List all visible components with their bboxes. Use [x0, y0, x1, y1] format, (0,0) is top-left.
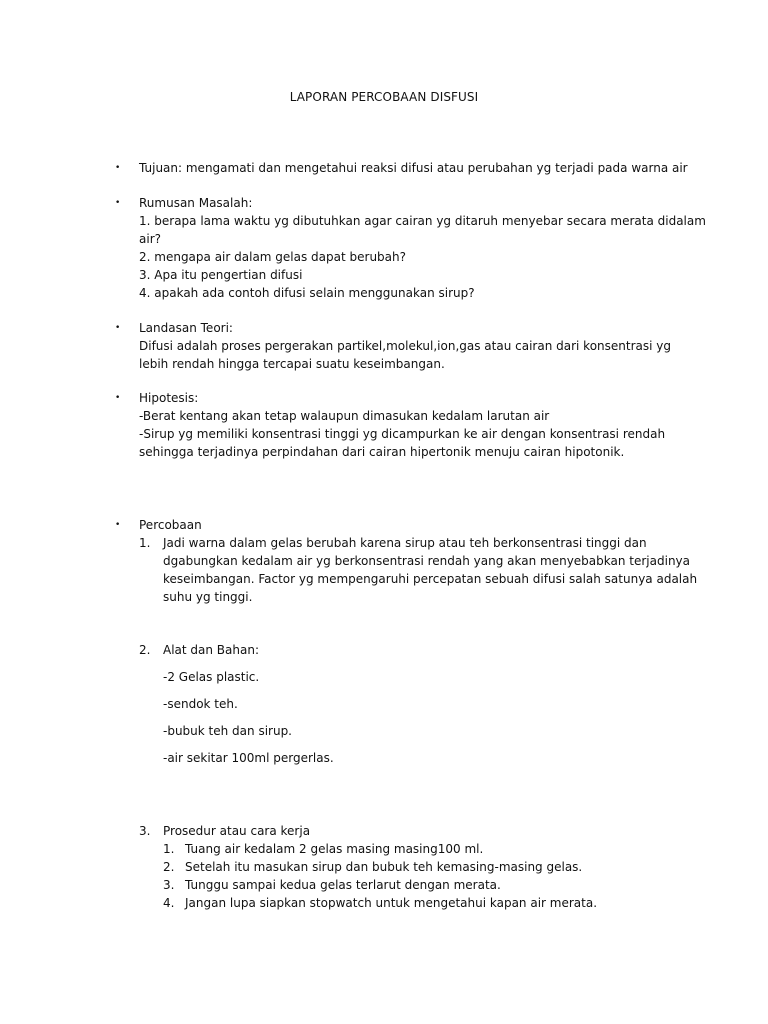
text-line: 3. Apa itu pengertian difusi — [139, 268, 303, 282]
section-heading: Percobaan — [139, 518, 202, 532]
step-number: 3. — [163, 878, 175, 892]
bullet-icon: • — [115, 520, 121, 530]
bullet-icon: • — [115, 393, 121, 403]
section-heading: Prosedur atau cara kerja — [163, 824, 311, 838]
text-line: lebih rendah hingga tercapai suatu keseimbangan. — [139, 357, 445, 371]
step-text: Jangan lupa siapkan stopwatch untuk mengetahui kapan air merata. — [185, 896, 598, 910]
step-text: Tuang air kedalam 2 gelas masing masing100 ml. — [185, 842, 484, 856]
bullet-icon: • — [115, 163, 121, 173]
text-line: -Berat kentang akan tetap walaupun dimasukan kedalam larutan air — [139, 409, 550, 423]
text-line: Jadi warna dalam gelas berubah karena sirup atau teh berkonsentrasi tinggi dan — [163, 536, 647, 550]
material-item: -2 Gelas plastic. — [163, 670, 260, 684]
item-number: 1. — [139, 536, 151, 550]
material-item: -sendok teh. — [163, 697, 238, 711]
text-line: Difusi adalah proses pergerakan partikel,molekul,ion,gas atau cairan dari konsentrasi yg — [139, 339, 671, 353]
step-text: Setelah itu masukan sirup dan bubuk teh kemasing-masing gelas. — [185, 860, 583, 874]
text-line: 4. apakah ada contoh difusi selain menggunakan sirup? — [139, 286, 475, 300]
bullet-icon: • — [115, 323, 121, 333]
material-item: -air sekitar 100ml pergerlas. — [163, 751, 334, 765]
step-text: Tunggu sampai kedua gelas terlarut dengan merata. — [185, 878, 501, 892]
section-heading: Rumusan Masalah: — [139, 196, 253, 210]
text-line: -Sirup yg memiliki konsentrasi tinggi yg dicampurkan ke air dengan konsentrasi rendah — [139, 427, 666, 441]
item-number: 3. — [139, 824, 151, 838]
text-line: dgabungkan kedalam air yg berkonsentrasi rendah yang akan menyebabkan terjadinya — [163, 554, 691, 568]
document-title: LAPORAN PERCOBAAN DISFUSI — [289, 90, 479, 104]
text-line: 1. berapa lama waktu yg dibutuhkan agar cairan yg ditaruh menyebar secara merata didalam — [139, 214, 706, 228]
tujuan-text: Tujuan: mengamati dan mengetahui reaksi difusi atau perubahan yg terjadi pada warna air — [139, 161, 688, 175]
step-number: 4. — [163, 896, 175, 910]
step-number: 2. — [163, 860, 175, 874]
section-heading: Hipotesis: — [139, 391, 199, 405]
item-number: 2. — [139, 643, 151, 657]
text-line: keseimbangan. Factor yg mempengaruhi percepatan sebuah difusi salah satunya adalah — [163, 572, 698, 586]
text-line: sehingga terjadinya perpindahan dari cairan hipertonik menuju cairan hipotonik. — [139, 445, 625, 459]
text-line: 2. mengapa air dalam gelas dapat berubah? — [139, 250, 406, 264]
section-heading: Alat dan Bahan: — [163, 643, 259, 657]
section-heading: Landasan Teori: — [139, 321, 233, 335]
bullet-icon: • — [115, 198, 121, 208]
text-line: air? — [139, 232, 161, 246]
material-item: -bubuk teh dan sirup. — [163, 724, 292, 738]
step-number: 1. — [163, 842, 175, 856]
text-line: suhu yg tinggi. — [163, 590, 253, 604]
